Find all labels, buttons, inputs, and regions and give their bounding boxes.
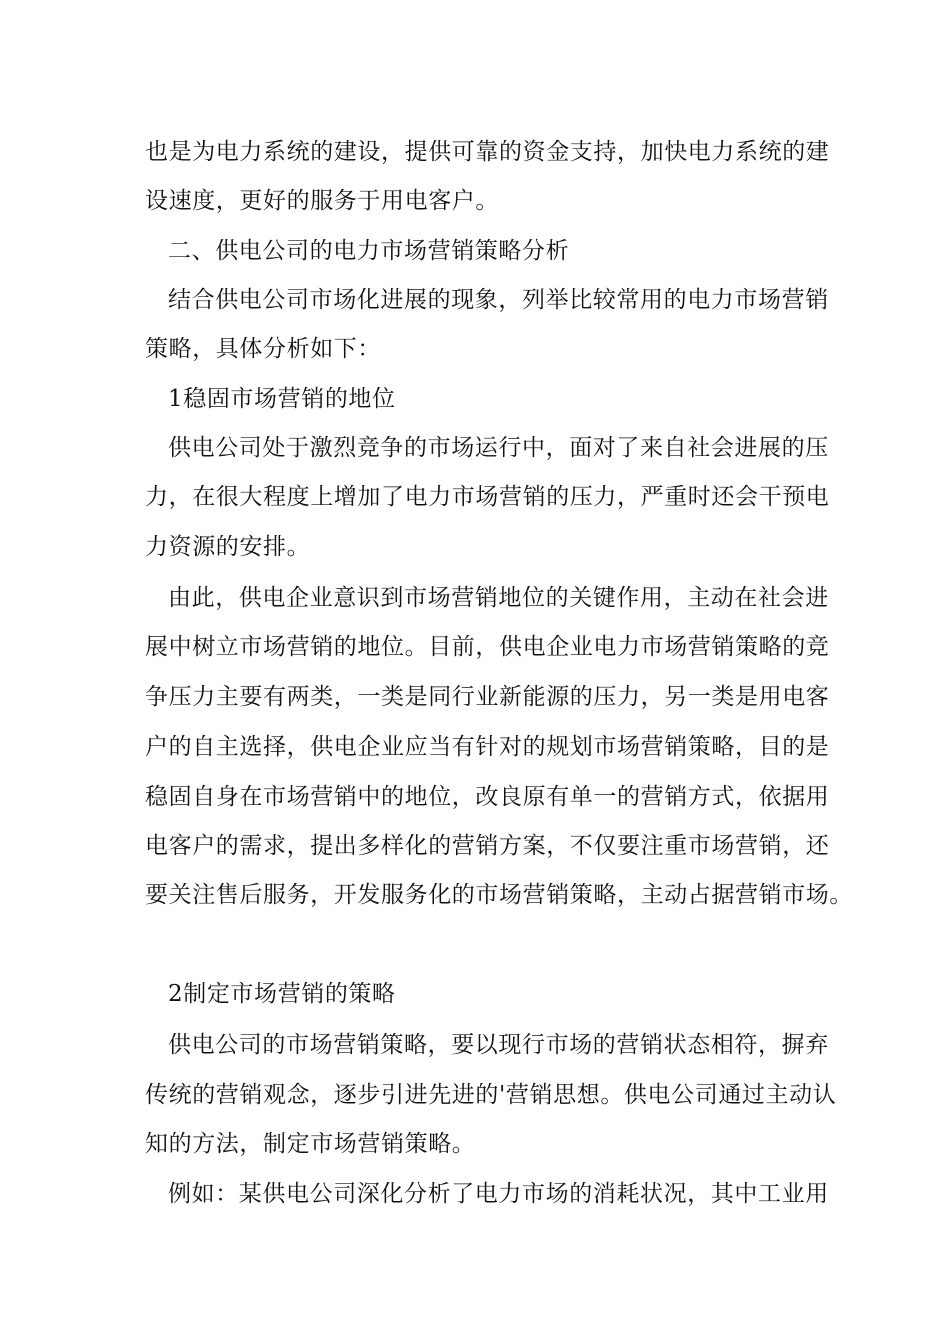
paragraph-line: 由此，供电企业意识到市场营销地位的关键作用，主动在社会进 (168, 585, 829, 611)
paragraph-line: 传统的营销观念，逐步引进先进的'营销思想。供电公司通过主动认 (145, 1082, 837, 1108)
paragraph-line: 设速度，更好的服务于用电客户。 (145, 188, 499, 214)
paragraph-line: 例如：某供电公司深化分析了电力市场的消耗状况，其中工业用 (168, 1181, 829, 1207)
paragraph-line: 争压力主要有两类，一类是同行业新能源的压力，另一类是用电客 (145, 684, 830, 710)
section-heading: 二、供电公司的电力市场营销策略分析 (168, 238, 570, 264)
paragraph-line: 也是为电力系统的建设，提供可靠的资金支持，加快电力系统的建 (145, 139, 830, 165)
paragraph-line: 户的自主选择，供电企业应当有针对的规划市场营销策略，目的是 (145, 734, 830, 760)
paragraph-line: 电客户的需求，提出多样化的营销方案，不仅要注重市场营销，还 (145, 833, 830, 859)
paragraph-line: 要关注售后服务，开发服务化的市场营销策略，主动占据营销市场。 (145, 882, 853, 908)
paragraph-line: 知的方法，制定市场营销策略。 (145, 1131, 476, 1157)
paragraph-line: 供电公司的市场营销策略，要以现行市场的营销状态相符，摒弃 (168, 1032, 829, 1058)
paragraph-line: 稳固自身在市场营销中的地位，改良原有单一的营销方式，依据用 (145, 784, 830, 810)
subsection-heading: 2制定市场营销的策略 (168, 981, 396, 1007)
subsection-heading: 1稳固市场营销的地位 (168, 386, 396, 412)
paragraph-line: 力，在很大程度上增加了电力市场营销的压力，严重时还会干预电 (145, 484, 830, 510)
paragraph-line: 策略，具体分析如下： (145, 336, 381, 362)
paragraph-line: 力资源的安排。 (145, 534, 311, 560)
paragraph-line: 展中树立市场营销的地位。目前，供电企业电力市场营销策略的竞 (145, 634, 830, 660)
paragraph-line: 结合供电公司市场化进展的现象，列举比较常用的电力市场营销 (168, 287, 829, 313)
paragraph-line: 供电公司处于激烈竞争的市场运行中，面对了来自社会进展的压 (168, 435, 829, 461)
